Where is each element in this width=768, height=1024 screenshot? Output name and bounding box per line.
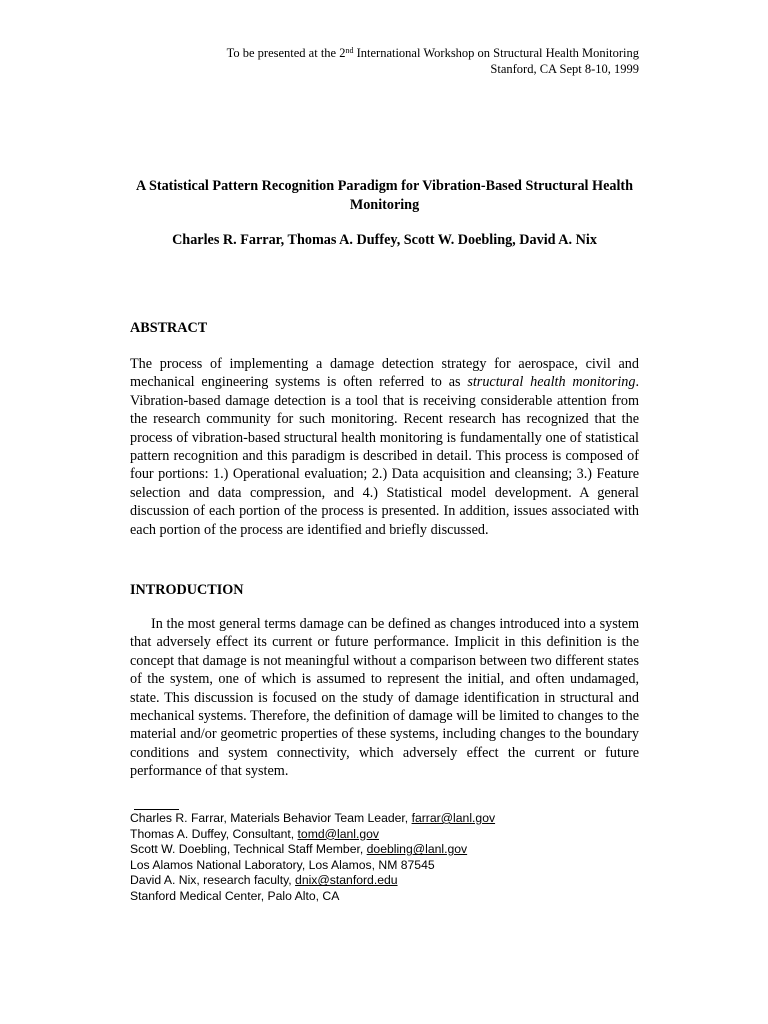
paper-title: A Statistical Pattern Recognition Paradigm for Vibration-Based Structural Health Monitoring bbox=[135, 178, 634, 213]
footnote-stanford: Stanford Medical Center, Palo Alto, CA bbox=[130, 888, 340, 903]
footnote-doebling: Scott W. Doebling, Technical Staff Member, doebling@lanl.gov bbox=[130, 842, 468, 857]
conference-header bbox=[130, 45, 639, 77]
footnote-lanl: Los Alamos National Laboratory, Los Alamos, NM 87545 bbox=[130, 857, 435, 872]
footnote-nix: David A. Nix, research faculty, dnix@stanford.edu bbox=[130, 873, 398, 888]
email-link-doebling[interactable]: doebling@lanl.gov bbox=[366, 842, 468, 857]
conference-line-2: Stanford, CA Sept 8-10, 1999 bbox=[490, 62, 639, 76]
footnote-farrar: Charles R. Farrar, Materials Behavior Team Leader, farrar@lanl.gov bbox=[130, 811, 496, 825]
email-link-farrar[interactable]: farrar@lanl.gov bbox=[411, 811, 496, 825]
abstract-text: The process of implementing a damage detection strategy for aerospace, civil and mechanical engineering systems is often referred to as structural health monitoring. Vibration-based damage detection is a tool that is receiving considerable attention from the research community for such monitoring. Recent research has recognized that the process of vibration-based structural health monitoring is fundamentally one of statistical pattern recognition and this paradigm is described in detail. This process is composed of four portions: 1.) Operational evaluation; 2.) Data acquisition and cleansing; 3.) Feature selection and data compression, and 4.) Statistical model development. A general discussion of each portion of the process is presented. In addition, issues associated with each portion of the process are identified and briefly discussed. bbox=[130, 356, 640, 538]
footnote-duffey: Thomas A. Duffey, Consultant, tomd@lanl.gov bbox=[130, 826, 380, 841]
emphasis-shm: structural health monitoring bbox=[467, 374, 636, 391]
footnote-separator bbox=[134, 809, 179, 810]
email-link-nix[interactable]: dnix@stanford.edu bbox=[295, 873, 398, 888]
author-footnotes bbox=[130, 811, 639, 905]
email-link-duffey[interactable]: tomd@lanl.gov bbox=[297, 826, 380, 841]
introduction-heading: INTRODUCTION bbox=[130, 582, 244, 598]
author-list: Charles R. Farrar, Thomas A. Duffey, Scott W. Doebling, David A. Nix bbox=[172, 232, 597, 248]
introduction-text: In the most general terms damage can be defined as changes introduced into a system that adversely effect its current or future performance. Implicit in this definition is the concept that damage is not meaningful without a comparison between two different states of the system, one of which is assumed to represent the initial, and often undamaged, state. This discussion is focused on the study of damage identification in structural and mechanical systems. Therefore, the definition of damage will be limited to changes to the material and/or geometric properties of these systems, including changes to the boundary conditions and system connectivity, which adversely effect the current or future performance of that system. bbox=[130, 616, 639, 780]
conference-line-1: To be presented at the 2nd International Workshop on Structural Health Monitoring bbox=[226, 46, 639, 60]
ordinal-superscript: nd bbox=[345, 46, 354, 55]
abstract-heading: ABSTRACT bbox=[130, 320, 208, 336]
